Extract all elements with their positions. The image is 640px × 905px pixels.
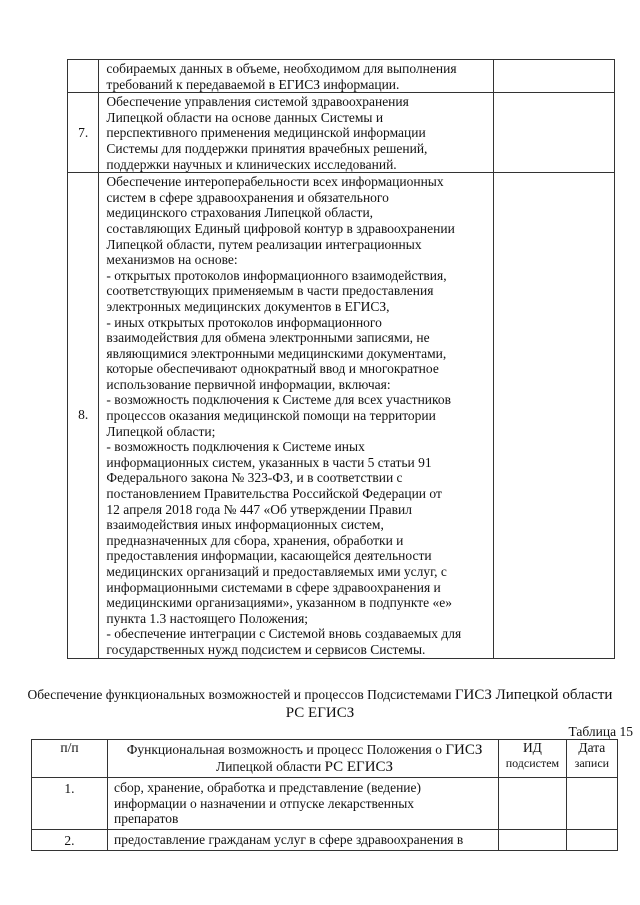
text-line: информации о назначении и отпуске лекарственных [113, 795, 415, 811]
header-date [566, 740, 617, 778]
header-id [499, 740, 567, 778]
text-line: являющимися электронными медицинскими документами, [106, 345, 447, 361]
table-row [68, 173, 615, 658]
text-line: информационными системами в сфере здравоохранения и [106, 579, 441, 595]
text-line: Липецкой области, путем реализации интеграционных [106, 236, 422, 252]
section-title-part: ГИСЗ Липецкой области [454, 687, 613, 703]
text-line: 12 апреля 2018 года № 447 «Об утверждении Правил [106, 501, 412, 517]
header-num: п/п [32, 740, 108, 778]
text-line: препаратов [113, 811, 179, 827]
text-line: соответствующих применяемым в части предоставления [106, 283, 434, 299]
text-line: использование первичной информации, включая: [106, 376, 391, 392]
text-line: информационных систем, указанных в части 5 статьи 91 [106, 454, 432, 470]
text-line: Липецкой области на основе данных Системы и [106, 109, 384, 125]
table-row [32, 778, 618, 830]
functions-table [31, 739, 618, 851]
text-line: медицинскими организациями», указанном в подпункте «е» [106, 595, 453, 611]
text-line: электронных медицинских документов в ЕГИСЗ, [106, 298, 390, 314]
text-line: которые обеспечивают однократный ввод и многократное [106, 361, 439, 377]
header-function [107, 740, 498, 778]
table-row [68, 93, 615, 173]
text-line: - обеспечение интеграции с Системой вновь создаваемых для [106, 626, 462, 642]
section-title-line-1 [0, 686, 640, 704]
text-line: механизмов на основе: [106, 252, 238, 268]
empty-cell [566, 778, 617, 830]
text-line: взаимодействия иных информационных систем, [106, 517, 384, 533]
text-line: медицинского страхования Липецкой области, [106, 205, 374, 221]
text-line: составляющих Единый цифровой контур в здравоохранении [106, 220, 455, 236]
header-line: ИД [522, 740, 542, 755]
header-line: подсистем [505, 755, 560, 770]
text-line: - иных открытых протоколов информационного [106, 314, 382, 330]
text-line: поддержки научных и клинических исследований. [106, 156, 397, 172]
table-row [68, 60, 615, 93]
section-title-line-2: РС ЕГИСЗ [285, 705, 355, 721]
section-title [0, 686, 640, 722]
row-text [99, 93, 494, 173]
text-line: Обеспечение управления системой здравоохранения [106, 94, 409, 110]
row-number [68, 60, 99, 93]
text-line: предоставление гражданам услуг в сфере здравоохранения в [113, 831, 464, 847]
row-number: 2. [32, 829, 108, 850]
text-line: предоставления информации, касающейся деятельности [106, 548, 432, 564]
header-line: записи [574, 755, 610, 770]
requirements-table [67, 59, 615, 659]
row-text [99, 173, 494, 658]
table-label: Таблица 15 [568, 724, 633, 739]
text-line: перспективного применения медицинской информации [106, 125, 426, 141]
text-line: сбор, хранение, обработка и представление (ведение) [113, 780, 422, 796]
header-part: Функциональная возможность и процесс Положения о [126, 742, 446, 757]
section-title-part: Обеспечение функциональных возможностей и процессов Подсистемами [27, 687, 455, 702]
table-row [32, 829, 618, 850]
text-line: Липецкой области; [106, 423, 216, 439]
text-line: Федерального закона № 323-ФЗ, и в соответствии с [106, 470, 403, 486]
empty-cell [494, 173, 615, 658]
text-line: - возможность подключения к Системе иных [106, 439, 365, 455]
text-line: собираемых данных в объеме, необходимом для выполнения [106, 61, 457, 76]
text-line: систем в сфере здравоохранения и обязательного [106, 189, 389, 205]
row-text [99, 60, 494, 93]
text-line: взаимодействия для обмена электронными записями, не [106, 330, 430, 346]
text-line: Обеспечение интероперабельности всех информационных [106, 174, 444, 190]
text-line: - возможность подключения к Системе для всех участников [106, 392, 452, 408]
text-line: медицинских организаций и предоставляемых ими услуг, с [106, 564, 447, 579]
header-part: РС ЕГИСЗ [324, 758, 394, 775]
text-line: предназначенных для сбора, хранения, обработки и [106, 532, 404, 548]
header-part: ГИСЗ [445, 742, 483, 758]
header-line [114, 759, 495, 776]
text-line: - открытых протоколов информационного взаимодействия, [106, 267, 447, 283]
empty-cell [494, 60, 615, 93]
table-header-row [32, 740, 618, 778]
row-number: 1. [32, 778, 108, 830]
text-line: пункта 1.3 настоящего Положения; [106, 610, 309, 626]
header-line [114, 742, 495, 759]
empty-cell [566, 829, 617, 850]
empty-cell [499, 829, 567, 850]
empty-cell [499, 778, 567, 830]
row-number: 7. [68, 93, 99, 173]
text-line: государственных нужд подсистем и сервисов Системы. [106, 641, 426, 657]
text-line: процессов оказания медицинской помощи на территории [106, 408, 436, 424]
text-line: постановлением Правительства Российской Федерации от [106, 486, 442, 502]
text-line: Системы для поддержки принятия врачебных решений, [106, 140, 428, 156]
header-part: Липецкой области [216, 758, 325, 774]
row-text [107, 778, 498, 830]
row-text [107, 829, 498, 850]
text-line: требований к передаваемой в ЕГИСЗ информации. [106, 76, 400, 92]
header-line: Дата [578, 740, 606, 755]
empty-cell [494, 93, 615, 173]
row-number: 8. [68, 173, 99, 658]
